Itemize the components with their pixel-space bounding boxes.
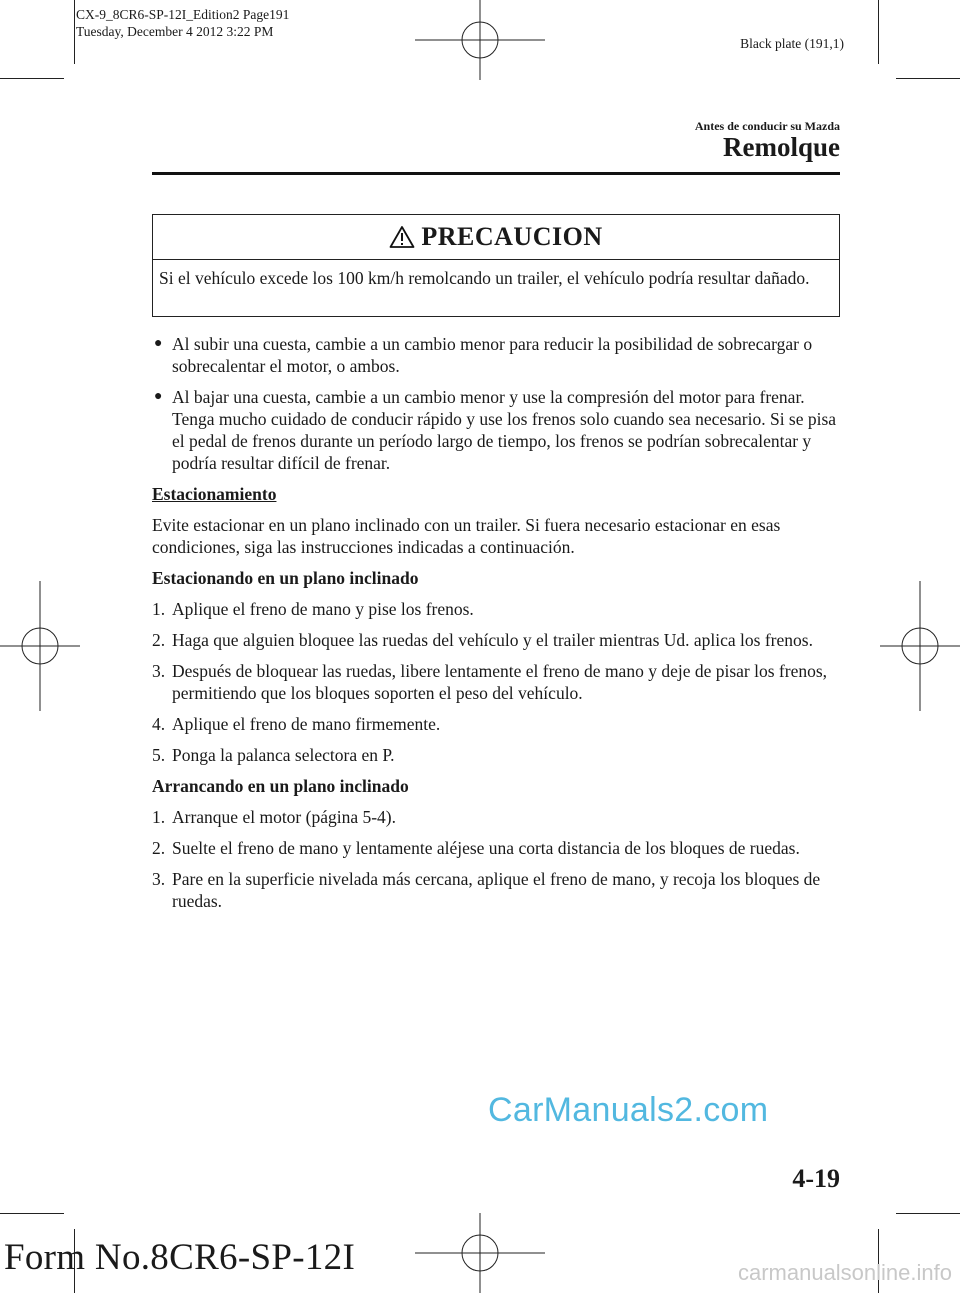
list-item (152, 629, 842, 651)
main-content (152, 333, 842, 921)
registration-mark-right (880, 581, 960, 711)
crop-mark (878, 0, 879, 64)
registration-mark-bottom (415, 1213, 545, 1293)
step-number: 4. (152, 714, 166, 734)
caution-title: PRECAUCION (421, 222, 603, 251)
step-text: Aplique el freno de mano y pise los frenos. (172, 599, 474, 619)
list-item (152, 598, 842, 620)
caution-header (153, 215, 839, 260)
crop-mark (74, 0, 75, 64)
list-item (152, 386, 842, 474)
step-number: 5. (152, 745, 166, 765)
warning-triangle-icon (389, 225, 415, 249)
step-text: Pare en la superficie nivelada más cercana, aplique el freno de mano, y recoja los bloques de ruedas. (172, 869, 821, 911)
watermark-logo: CarManuals2.com (488, 1091, 769, 1129)
list-item (152, 333, 842, 377)
parking-heading: Estacionamiento (152, 484, 277, 504)
list-item (152, 713, 842, 735)
step-text: Suelte el freno de mano y lentamente aléjese una corta distancia de los bloques de ruedas. (172, 838, 800, 858)
page-number: 4-19 (792, 1164, 840, 1193)
caution-text: Si el vehículo excede los 100 km/h remolcando un trailer, el vehículo podría resultar dañado. (159, 268, 810, 288)
list-item (152, 744, 842, 766)
plate-label: Black plate (191,1) (740, 36, 844, 51)
registration-mark-top (415, 0, 545, 80)
list-item (152, 837, 842, 859)
crop-mark (896, 78, 960, 79)
print-slug (76, 6, 289, 40)
step-number: 2. (152, 838, 166, 858)
slug-line-1: CX-9_8CR6-SP-12I_Edition2 Page191 (76, 7, 290, 22)
crop-mark (0, 78, 64, 79)
registration-mark-left (0, 581, 80, 711)
section-subtitle: Antes de conducir su Mazda (694, 119, 840, 133)
step-number: 1. (152, 599, 166, 619)
step-text: Aplique el freno de mano firmemente. (172, 714, 441, 734)
step-text: Haga que alguien bloquee las ruedas del vehículo y el trailer mientras Ud. aplica los frenos. (172, 630, 813, 650)
crop-mark (896, 1213, 960, 1214)
step-number: 3. (152, 869, 166, 889)
step-text: Ponga la palanca selectora en P. (172, 745, 395, 765)
step-number: 3. (152, 661, 166, 681)
subheading-parking-slope: Estacionando en un plano inclinado (152, 568, 419, 588)
list-item (152, 660, 842, 704)
header-rule (152, 172, 840, 175)
crop-mark (0, 1213, 64, 1214)
form-number: Form No.8CR6-SP-12I (4, 1237, 356, 1278)
list-item (152, 868, 842, 912)
bullet-icon: ● (154, 336, 163, 351)
step-number: 2. (152, 630, 166, 650)
list-item (152, 806, 842, 828)
caution-box (152, 214, 840, 317)
step-number: 1. (152, 807, 166, 827)
step-text: Después de bloquear las ruedas, libere lentamente el freno de mano y deje de pisar los frenos, permitiendo que los bloques soporten el peso del vehículo. (172, 661, 828, 703)
bullet-text: Al subir una cuesta, cambie a un cambio menor para reducir la posibilidad de sobrecargar o sobrecalentar el motor, o ambos. (172, 334, 813, 376)
slug-line-2: Tuesday, December 4 2012 3:22 PM (76, 24, 274, 39)
section-title: Remolque (723, 132, 840, 162)
bullet-icon: ● (154, 389, 163, 404)
source-watermark: carmanualsonline.info (737, 1260, 952, 1285)
parking-intro: Evite estacionar en un plano inclinado con un trailer. Si fuera necesario estacionar en esas condiciones, siga las instrucciones indicadas a continuación. (152, 515, 781, 557)
bullet-text: Al bajar una cuesta, cambie a un cambio menor y use la compresión del motor para frenar. Tenga mucho cuidado de conducir rápido y use los frenos solo cuando sea necesario. Si se pisa el pedal de frenos durante un período largo de tiempo, los frenos se podrían sobrecalentar y podría resultar difícil de frenar. (172, 387, 837, 473)
subheading-starting-slope: Arrancando en un plano inclinado (152, 776, 409, 796)
step-text: Arranque el motor (página 5-4). (172, 807, 397, 827)
